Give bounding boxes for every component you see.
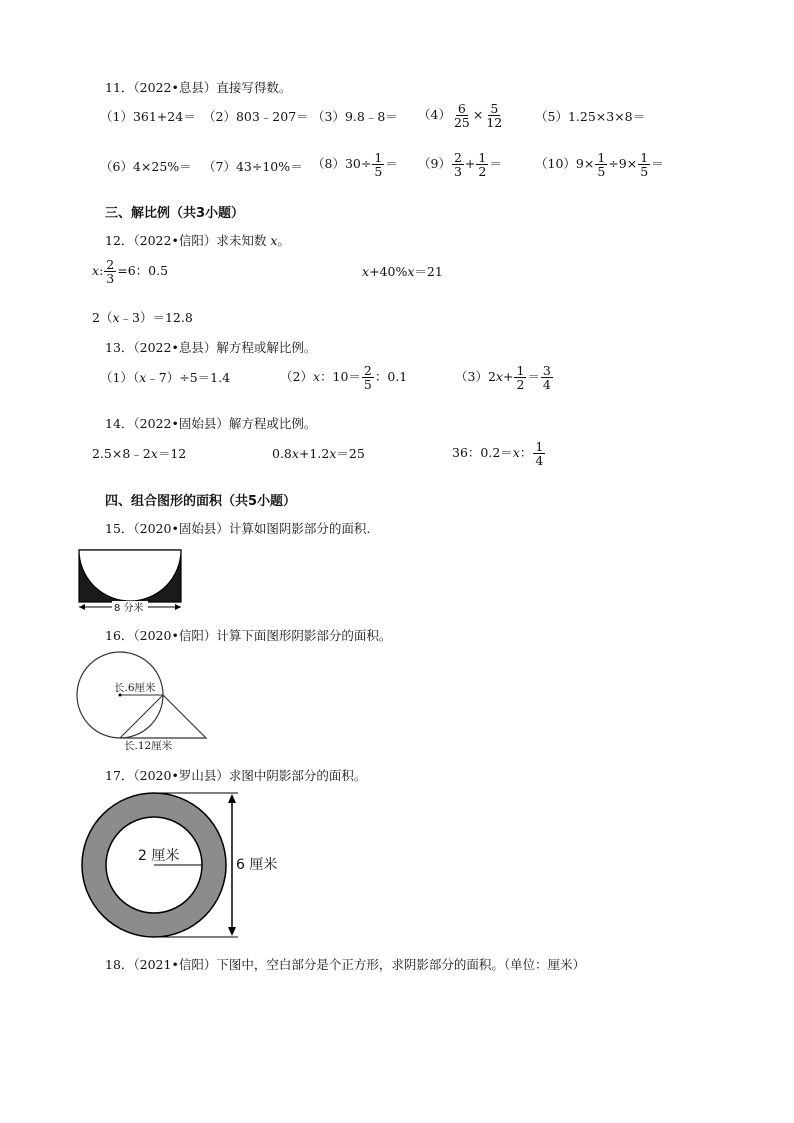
q16-figure [74, 650, 214, 750]
fraction: $\frac{1}{5}$ [374, 150, 383, 180]
q12-stem: 12．（2022•信阳）求未知数 x。 [105, 233, 290, 248]
q11-item-2: （2）803﹣207＝ [203, 109, 309, 124]
q17-diameter-label: 6 厘米 [236, 857, 278, 873]
fraction: $\frac{5}{12}$ [486, 101, 503, 131]
q14-eq-3: 36：0.2＝x： $\frac{1}{4}$ [452, 439, 544, 469]
q13-eq-1: （1）（x﹣7）÷5＝1.4 [100, 370, 231, 385]
q18-stem: 18．（2021•信阳）下图中，空白部分是个正方形，求阴影部分的面积。（单位：厘米） [105, 957, 586, 972]
q16-stem: 16．（2020•信阳）计算下面图形阴影部分的面积。 [105, 628, 392, 643]
fraction: $\frac{2}{3}$ [106, 257, 115, 287]
q11-item-3: （3）9.8﹣8＝ [312, 109, 398, 124]
q13-eq-3: （3）2x+ $\frac{1}{2}$ ＝ $\frac{3}{4}$ [455, 363, 551, 393]
q17-radius-label: 2 厘米 [138, 848, 180, 864]
q11-item-1: （1）361+24＝ [100, 109, 196, 124]
q11-item-4: （4） $\frac{6}{25}$ × $\frac{5}{12}$ [418, 101, 503, 131]
q11-item-10: （10）9× $\frac{1}{5}$ ÷9× $\frac{1}{5}$ ＝ [535, 150, 664, 180]
section-heading-4: 四、组合图形的面积（共5小题） [105, 494, 297, 509]
q16-radius-label: 长.6厘米 [114, 682, 156, 694]
q12-eq-1: x: $\frac{2}{3}$ =6：0.5 [92, 257, 169, 287]
q14-eq-2: 0.8x+1.2x＝25 [272, 446, 365, 461]
q12-eq-2: x+40%x＝21 [362, 264, 443, 279]
q11-item-8: （8）30÷ $\frac{1}{5}$ ＝ [312, 150, 398, 180]
fraction: $\frac{2}{3}$ [453, 150, 462, 180]
fraction: $\frac{1}{4}$ [535, 439, 544, 469]
q17-stem: 17．（2020•罗山县）求图中阴影部分的面积。 [105, 768, 367, 783]
fraction: $\frac{1}{2}$ [478, 150, 487, 180]
section-heading-3: 三、解比例（共3小题） [105, 206, 245, 221]
fraction: $\frac{1}{5}$ [597, 150, 606, 180]
q13-eq-2: （2）x：10＝ $\frac{2}{5}$ ：0.1 [280, 363, 408, 393]
fraction: $\frac{3}{4}$ [542, 363, 551, 393]
q11-stem: 11．（2022•息县）直接写得数。 [105, 80, 292, 95]
q11-item-6: （6）4×25%＝ [100, 159, 192, 174]
q11-item-9: （9） $\frac{2}{3}$ + $\frac{1}{2}$ ＝ [418, 150, 502, 180]
q13-stem: 13．（2022•息县）解方程或解比例。 [105, 340, 317, 355]
q15-dimension-label: 8 分米 [114, 603, 144, 614]
fraction: $\frac{1}{5}$ [640, 150, 649, 180]
q11-item-7: （7）43÷10%＝ [203, 159, 303, 174]
q14-stem: 14．（2022•固始县）解方程或比例。 [105, 416, 317, 431]
q16-base-label: 长.12厘米 [124, 740, 173, 752]
q12-eq-3: 2（x﹣3）＝12.8 [92, 310, 193, 325]
fraction: $\frac{2}{5}$ [363, 363, 372, 393]
q15-stem: 15．（2020•固始县）计算如图阴影部分的面积. [105, 521, 371, 536]
q11-item-5: （5）1.25×3×8＝ [535, 109, 646, 124]
fraction: $\frac{1}{2}$ [516, 363, 525, 393]
fraction: $\frac{6}{25}$ [453, 101, 470, 131]
q14-eq-1: 2.5×8﹣2x＝12 [92, 446, 187, 461]
